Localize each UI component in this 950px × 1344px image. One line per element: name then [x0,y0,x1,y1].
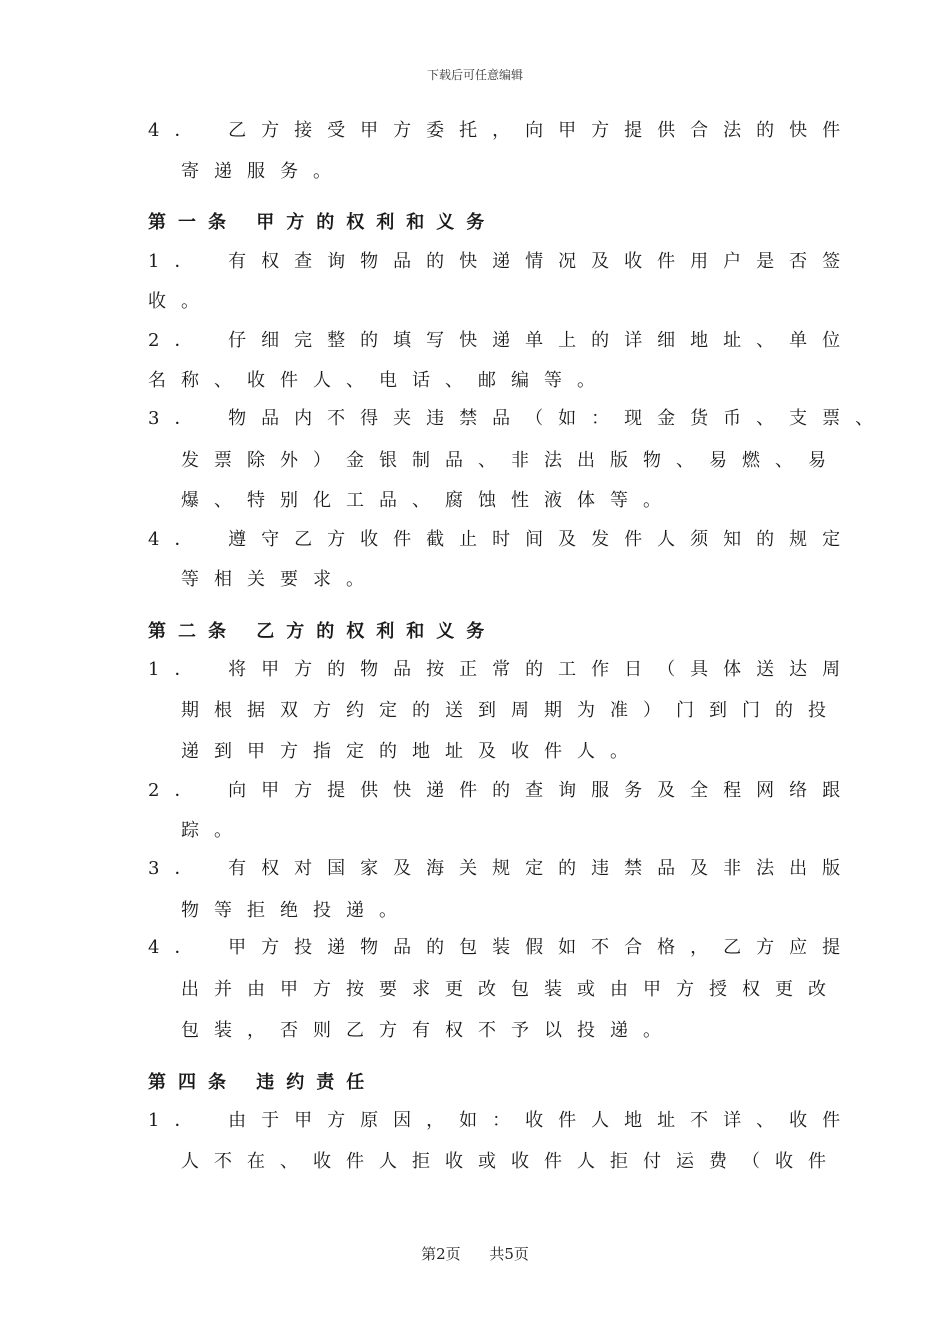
clause-text: 人不在、收件人拒收或收件人拒付运费（收件 [181,1151,841,1172]
clause-text: 包装，否则乙方有权不予以投递。 [181,1020,676,1041]
clause-text: 2． 向甲方提供快递件的查询服务及全程网络跟 [148,780,856,801]
page-total: 共5页 [489,1245,529,1263]
page-header: 下载后可任意编辑 [426,68,523,82]
clause-text: 递到甲方指定的地址及收件人。 [181,741,643,762]
clause-text: 物等拒绝投递。 [181,900,412,921]
article-heading: 第一条 甲方的权利和义务 [148,212,497,233]
clause-text: 发票除外）金银制品、非法出版物、易燃、易 [181,450,841,471]
clause-text: 出并由甲方按要求更改包装或由甲方授权更改 [181,979,841,1000]
clause-text: 3． 物品内不得夹违禁品（如：现金货币、支票、 [148,408,889,429]
article-heading: 第四条 违约责任 [148,1072,377,1093]
clause-text: 4． 乙方接受甲方委托，向甲方提供合法的快件 [148,120,856,141]
clause-text: 2． 仔细完整的填写快递单上的详细地址、单位 [148,330,856,351]
clause-text: 收。 [148,291,214,312]
clause-text: 踪。 [181,820,247,841]
clause-text: 4． 遵守乙方收件截止时间及发件人须知的规定 [148,529,856,550]
clause-text: 寄递服务。 [181,161,346,182]
clause-text: 3． 有权对国家及海关规定的违禁品及非法出版 [148,858,856,879]
clause-text: 等相关要求。 [181,569,379,590]
clause-text: 1． 将甲方的物品按正常的工作日（具体送达周 [148,659,856,680]
clause-text: 名称、收件人、电话、邮编等。 [148,370,610,391]
clause-text: 期根据双方约定的送到周期为准）门到门的投 [181,700,841,721]
clause-text: 爆、特别化工品、腐蚀性液体等。 [181,490,676,511]
clause-text: 1． 由于甲方原因，如：收件人地址不详、收件 [148,1110,856,1131]
page-footer [0,1243,950,1264]
page-number: 第2页 [421,1245,461,1263]
clause-text: 1． 有权查询物品的快递情况及收件用户是否签 [148,251,856,272]
clause-text: 4． 甲方投递物品的包装假如不合格，乙方应提 [148,937,856,958]
article-heading: 第二条 乙方的权利和义务 [148,621,497,642]
